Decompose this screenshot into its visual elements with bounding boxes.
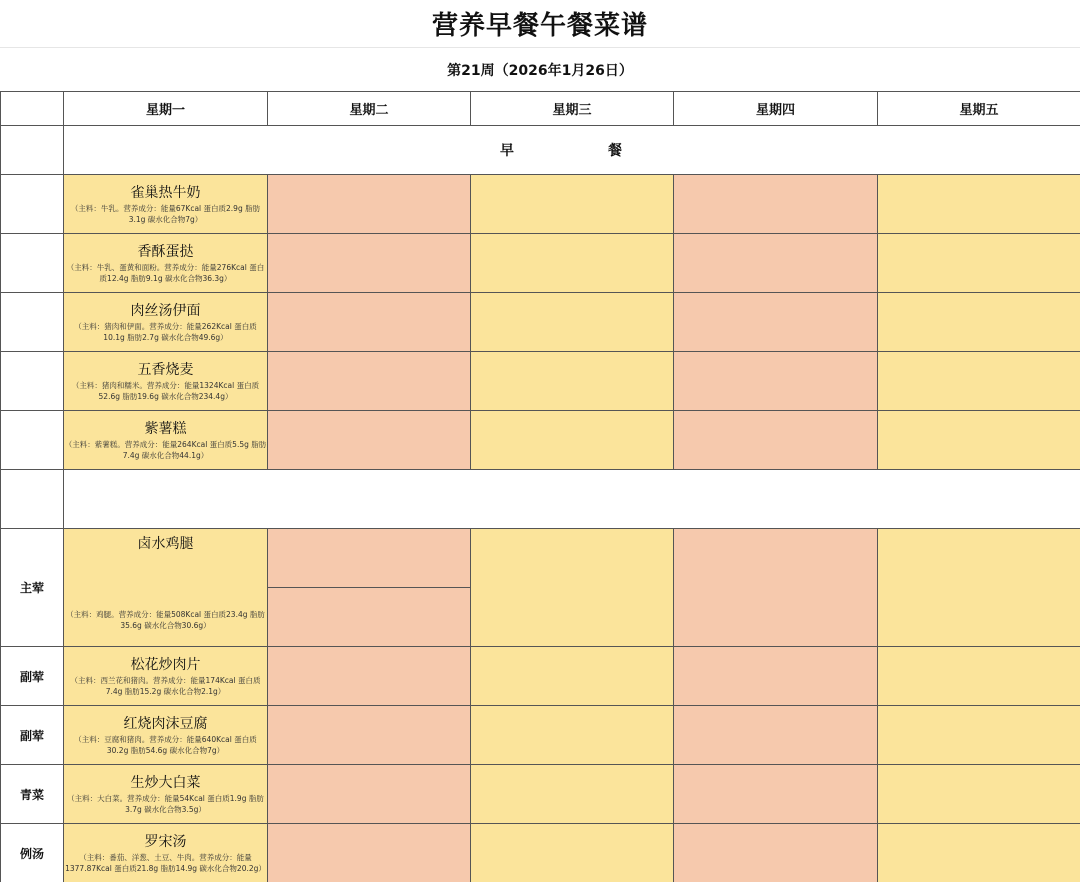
dish-nutrition: （主料：猪肉和伊面。营养成分：能量262Kcal 蛋白质10.1g 脂肪2.7g 碳水化合物49.6g） bbox=[74, 321, 257, 342]
empty-cell-tue bbox=[268, 765, 471, 824]
lunch-row bbox=[1, 824, 1080, 882]
breakfast-row bbox=[1, 293, 1080, 352]
day-header-wed: 星期三 bbox=[471, 92, 674, 126]
empty-cell-wed bbox=[471, 293, 674, 352]
dish-nutrition: （主料：番茄、洋葱、土豆、牛肉。营养成分：能量1377.87Kcal 蛋白质21.8g 脂肪14.9g 碳水化合物20.2g） bbox=[65, 852, 266, 873]
empty-cell-wed bbox=[471, 352, 674, 411]
lunch-section-title bbox=[64, 470, 1080, 529]
dish-cell bbox=[64, 234, 268, 293]
empty-cell-thu bbox=[674, 824, 878, 882]
dish-name: 紫薯糕 bbox=[144, 420, 187, 437]
breakfast-section-row bbox=[1, 126, 1080, 175]
dish-name: 罗宋汤 bbox=[144, 833, 187, 850]
section-side-cell bbox=[1, 126, 64, 175]
breakfast-row bbox=[1, 175, 1080, 234]
empty-cell-thu bbox=[674, 175, 878, 234]
empty-cell-tue bbox=[268, 824, 471, 882]
dish-nutrition: （主料：鸡腿。营养成分：能量508Kcal 蛋白质23.4g 脂肪35.6g 碳水化合物30.6g） bbox=[66, 610, 265, 630]
menu-table bbox=[0, 91, 1080, 882]
empty-cell-fri bbox=[878, 706, 1080, 765]
dish-nutrition: （主料：大白菜。营养成分：能量54Kcal 蛋白质1.9g 脂肪3.7g 碳水化合物3.5g） bbox=[67, 793, 264, 814]
empty-cell-tue bbox=[268, 647, 471, 706]
empty-cell-fri bbox=[878, 352, 1080, 411]
lunch-row bbox=[1, 647, 1080, 706]
empty-cell-thu bbox=[674, 411, 878, 470]
dish-name: 肉丝汤伊面 bbox=[130, 302, 201, 319]
breakfast-row bbox=[1, 411, 1080, 470]
empty-cell-tue bbox=[268, 175, 471, 234]
empty-cell-wed bbox=[471, 647, 674, 706]
empty-cell-fri bbox=[878, 529, 1080, 647]
dish-name: 生炒大白菜 bbox=[130, 774, 201, 791]
category-cell bbox=[1, 175, 64, 234]
empty-cell-thu bbox=[674, 765, 878, 824]
dish-cell bbox=[64, 175, 268, 234]
lunch-row bbox=[1, 706, 1080, 765]
empty-cell-tue bbox=[268, 352, 471, 411]
empty-cell-wed bbox=[471, 529, 674, 647]
week-label: 第21周（2026年1月26日） bbox=[447, 62, 633, 79]
empty-cell-thu bbox=[674, 293, 878, 352]
empty-subcell bbox=[268, 529, 470, 588]
empty-cell-fri bbox=[878, 293, 1080, 352]
dish-name: 雀巢热牛奶 bbox=[130, 184, 201, 201]
dish-cell bbox=[64, 765, 268, 824]
empty-cell-thu bbox=[674, 352, 878, 411]
empty-cell-fri bbox=[878, 765, 1080, 824]
category-label: 副荤 bbox=[1, 647, 64, 706]
empty-cell-wed bbox=[471, 765, 674, 824]
empty-cell-tue bbox=[268, 411, 471, 470]
empty-cell-tue bbox=[268, 293, 471, 352]
dish-nutrition: （主料：猪肉和糯米。营养成分：能量1324Kcal 蛋白质52.6g 脂肪19.6g 碳水化合物234.4g） bbox=[71, 380, 260, 401]
dish-cell bbox=[64, 706, 268, 765]
section-side-cell bbox=[1, 470, 64, 529]
breakfast-row bbox=[1, 234, 1080, 293]
day-header-tue: 星期二 bbox=[268, 92, 471, 126]
dish-name: 卤水鸡腿 bbox=[137, 536, 194, 552]
dish-name: 香酥蛋挞 bbox=[137, 243, 194, 260]
empty-cell-wed bbox=[471, 234, 674, 293]
lunch-row bbox=[1, 529, 1080, 647]
dish-nutrition: （主料：牛乳。营养成分：能量67Kcal 蛋白质2.9g 脂肪3.1g 碳水化合物7g） bbox=[70, 203, 261, 224]
empty-cell-fri bbox=[878, 824, 1080, 882]
lunch-row bbox=[1, 765, 1080, 824]
empty-cell-wed bbox=[471, 411, 674, 470]
empty-cell-wed bbox=[471, 824, 674, 882]
day-header-mon: 星期一 bbox=[64, 92, 268, 126]
dish-name: 五香烧麦 bbox=[137, 361, 194, 378]
category-cell bbox=[1, 352, 64, 411]
category-cell bbox=[1, 234, 64, 293]
empty-cell-thu bbox=[674, 529, 878, 647]
dish-name: 松花炒肉片 bbox=[130, 656, 201, 673]
day-header-thu: 星期四 bbox=[674, 92, 878, 126]
dish-cell bbox=[64, 647, 268, 706]
day-header-fri: 星期五 bbox=[878, 92, 1080, 126]
category-label: 主荤 bbox=[1, 529, 64, 647]
category-label: 青菜 bbox=[1, 765, 64, 824]
header-row bbox=[1, 92, 1080, 126]
empty-cell-tue bbox=[268, 234, 471, 293]
empty-cell-fri bbox=[878, 647, 1080, 706]
dish-cell bbox=[64, 293, 268, 352]
empty-subcell bbox=[268, 588, 470, 646]
empty-cell-fri bbox=[878, 175, 1080, 234]
lunch-section-row bbox=[1, 470, 1080, 529]
dish-nutrition: （主料：紫薯糕。营养成分：能量264Kcal 蛋白质5.5g 脂肪7.4g 碳水化合物44.1g） bbox=[64, 439, 267, 460]
corner-cell bbox=[1, 92, 64, 126]
empty-cell-thu bbox=[674, 234, 878, 293]
category-cell bbox=[1, 411, 64, 470]
dish-nutrition: （主料：牛乳、蛋黄和面粉。营养成分：能量276Kcal 蛋白质12.4g 脂肪9.1g 碳水化合物36.3g） bbox=[66, 262, 265, 283]
split-cell-tue bbox=[268, 529, 471, 647]
empty-cell-thu bbox=[674, 706, 878, 765]
empty-cell-fri bbox=[878, 411, 1080, 470]
dish-nutrition: （主料：西兰花和猪肉。营养成分：能量174Kcal 蛋白质7.4g 脂肪15.2g 碳水化合物2.1g） bbox=[70, 675, 261, 696]
breakfast-section-title: 早 餐 bbox=[64, 126, 1080, 175]
empty-cell-thu bbox=[674, 647, 878, 706]
dish-name: 红烧肉沫豆腐 bbox=[123, 715, 208, 732]
page-title: 营养早餐午餐菜谱 bbox=[0, 0, 1080, 48]
empty-cell-tue bbox=[268, 706, 471, 765]
dish-cell bbox=[64, 824, 268, 882]
category-label: 例汤 bbox=[1, 824, 64, 882]
breakfast-row bbox=[1, 352, 1080, 411]
empty-cell-fri bbox=[878, 234, 1080, 293]
category-label: 副荤 bbox=[1, 706, 64, 765]
category-cell bbox=[1, 293, 64, 352]
dish-cell bbox=[64, 529, 268, 647]
dish-cell bbox=[64, 411, 268, 470]
empty-cell-wed bbox=[471, 706, 674, 765]
dish-cell bbox=[64, 352, 268, 411]
dish-nutrition: （主料：豆腐和猪肉。营养成分：能量640Kcal 蛋白质30.2g 脂肪54.6g 碳水化合物7g） bbox=[74, 734, 257, 755]
empty-cell-wed bbox=[471, 175, 674, 234]
